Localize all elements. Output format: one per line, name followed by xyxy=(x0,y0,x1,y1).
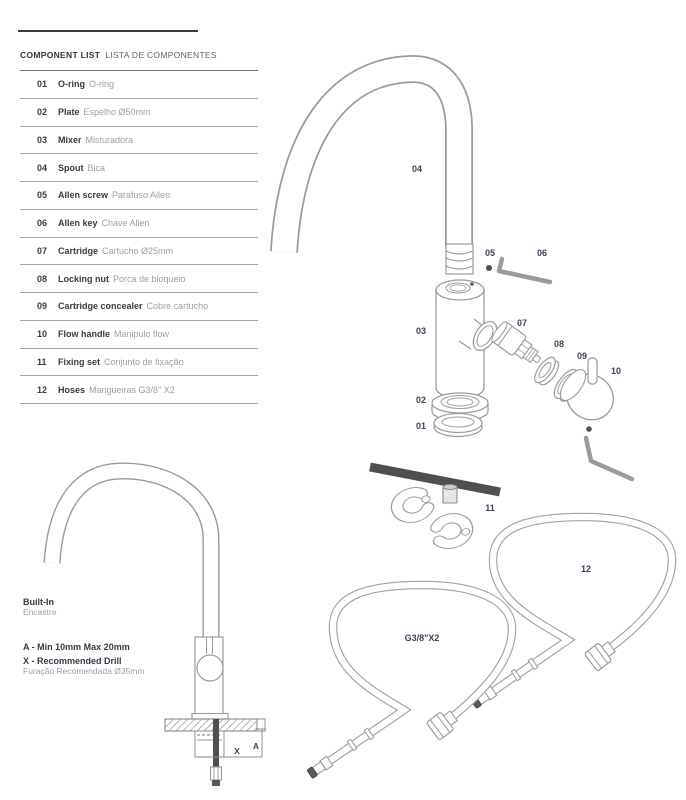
table-row xyxy=(20,127,258,155)
part-name-en: O-ring xyxy=(58,79,85,90)
rod-end-cap-drawing xyxy=(212,780,220,786)
part-name-en: Locking nut xyxy=(58,273,109,284)
part-label-01: 01 xyxy=(415,421,427,431)
hose-male-end-drawing xyxy=(307,756,333,779)
part-label-06: 06 xyxy=(536,248,548,258)
o-ring-drawing xyxy=(434,414,482,437)
table-row xyxy=(20,210,258,238)
part-name-en: Allen key xyxy=(58,218,98,229)
part-number: 12 xyxy=(37,384,48,395)
part-label-11: 11 xyxy=(485,503,495,513)
builtin-installation-diagram xyxy=(20,455,280,800)
spout-drawing xyxy=(284,69,459,252)
table-row xyxy=(20,349,258,377)
dimension-x-note-en: X - Recommended Drill xyxy=(23,656,122,666)
part-name-en: Flow handle xyxy=(58,329,111,340)
part-number: 05 xyxy=(37,190,48,201)
part-name-pt: Manipulo flow xyxy=(114,329,170,340)
allen-key-drawing xyxy=(499,259,550,282)
part-name-pt: Cartucho Ø25mm xyxy=(102,245,174,256)
dimension-a-letter: A xyxy=(252,741,259,751)
part-name-en: Cartridge xyxy=(58,245,99,256)
allen-screw-drawing xyxy=(486,265,492,271)
dimension-x-note-pt: Furação Recomendada Ø35mm xyxy=(23,666,145,676)
hose-spec-label: G3/8"X2 xyxy=(404,633,440,643)
builtin-spout-drawing xyxy=(52,471,211,638)
part-name-en: Cartridge concealer xyxy=(58,301,143,312)
part-name-pt: O-ring xyxy=(89,79,115,90)
builtin-body-drawing xyxy=(192,637,228,719)
spout-connector-drawing xyxy=(446,244,473,274)
clamp-half-drawing xyxy=(394,488,433,521)
part-number: 02 xyxy=(37,107,48,118)
table-row xyxy=(20,293,258,321)
component-list-table xyxy=(20,70,258,404)
table-row xyxy=(20,376,258,404)
part-label-08: 08 xyxy=(553,339,565,349)
part-name-en: Mixer xyxy=(58,134,82,145)
threaded-rod-drawing xyxy=(370,467,500,492)
part-name-pt: Chave Allen xyxy=(101,218,150,229)
handle-pin xyxy=(588,358,597,384)
part-label-07: 07 xyxy=(516,318,528,328)
part-name-pt: Misturadora xyxy=(85,134,134,145)
builtin-threaded-rod-drawing xyxy=(213,719,219,767)
builtin-title-pt: Encastre xyxy=(23,607,57,617)
exploded-faucet-diagram xyxy=(270,30,686,480)
part-label-04: 04 xyxy=(411,164,423,174)
table-row xyxy=(20,265,258,293)
part-label-03: 03 xyxy=(415,326,427,336)
part-name-pt: Conjunto de fixação xyxy=(104,356,184,367)
component-list-title-en: COMPONENT LIST xyxy=(20,50,101,60)
part-number: 04 xyxy=(37,162,48,173)
dimension-a-note: A - Min 10mm Max 20mm xyxy=(23,642,130,652)
part-name-en: Hoses xyxy=(58,384,86,395)
part-number: 06 xyxy=(37,218,48,229)
part-label-09: 09 xyxy=(576,351,588,361)
component-list-title xyxy=(20,50,217,60)
part-label-02: 02 xyxy=(415,395,427,405)
part-name-pt: Porca de bloqueio xyxy=(113,273,186,284)
set-screw-hole xyxy=(470,282,474,286)
part-name-pt: Parafuso Allen xyxy=(112,190,171,201)
part-number: 03 xyxy=(37,134,48,145)
builtin-title-en: Built-In xyxy=(23,597,54,607)
part-number: 01 xyxy=(37,79,48,90)
table-row xyxy=(20,154,258,182)
part-number: 10 xyxy=(37,329,48,340)
part-label-12: 12 xyxy=(580,564,592,574)
part-name-pt: Espelho Ø50mm xyxy=(83,107,151,118)
part-number: 07 xyxy=(37,245,48,256)
dimension-x-letter: X xyxy=(234,746,240,756)
part-label-10: 10 xyxy=(610,366,622,376)
part-number: 08 xyxy=(37,273,48,284)
builtin-handle-drawing xyxy=(197,655,223,681)
hose-drawing xyxy=(307,585,512,779)
fixing-set-and-hoses-diagram xyxy=(300,455,686,800)
builtin-flange-drawing xyxy=(192,714,228,720)
part-name-pt: Bica xyxy=(87,162,106,173)
part-name-pt: Cobre cartucho xyxy=(146,301,209,312)
part-name-en: Plate xyxy=(58,107,80,118)
table-row xyxy=(20,321,258,349)
part-name-en: Fixing set xyxy=(58,356,101,367)
handle-grub-screw-drawing xyxy=(586,426,592,432)
table-row xyxy=(20,238,258,266)
fixing-set-drawing xyxy=(370,467,500,547)
part-name-en: Spout xyxy=(58,162,84,173)
top-rule xyxy=(18,30,198,32)
table-row xyxy=(20,182,258,210)
part-name-pt: Mangueiras G3/8" X2 xyxy=(89,384,175,395)
hose-drawing xyxy=(471,517,672,709)
part-number: 09 xyxy=(37,301,48,312)
table-row xyxy=(20,71,258,99)
clamp-half-drawing xyxy=(434,514,471,546)
table-row xyxy=(20,99,258,127)
part-label-05: 05 xyxy=(484,248,496,258)
part-number: 11 xyxy=(37,356,47,367)
component-list-title-pt: LISTA DE COMPONENTES xyxy=(105,50,217,60)
part-name-en: Allen screw xyxy=(58,190,109,201)
